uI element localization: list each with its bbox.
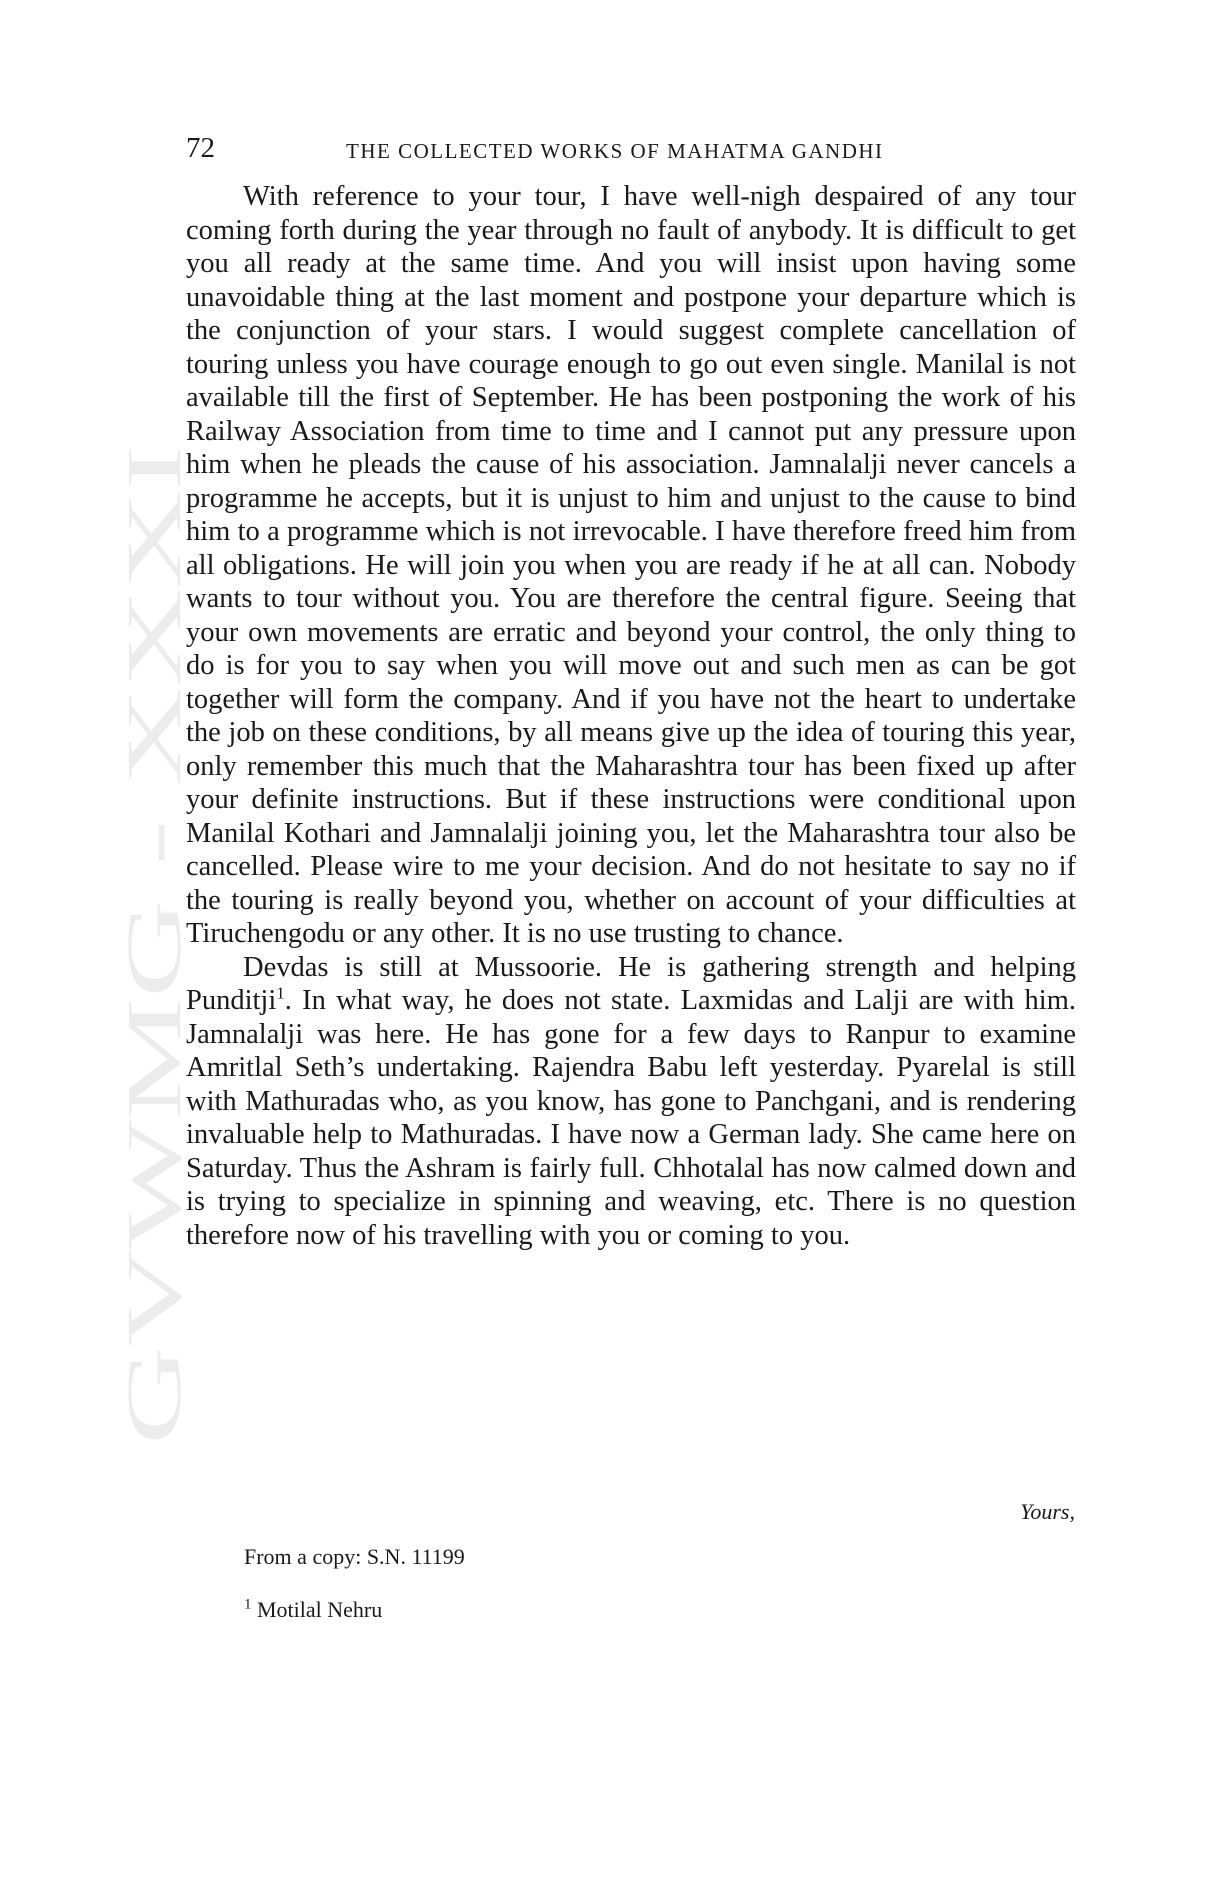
paragraph-news-rest: . In what way, he does not state. Laxmidas and Lalji are with him. Jamnalalji was here. He has gone for a few days to Ranpur to examine Amritlal Seth’s undertaking. Rajendra Babu left yesterday. Pyarelal is still with Mathuradas who, as you know, has gone to Panchgani, and is rendering invaluable help to Mathuradas. I have now a German lady. She came here on Saturday. Thus the Ashram is fairly full. Chhotalal has now calmed down and is trying to specialize in spinning and weaving, etc. There is no question therefore now of his travelling with you or coming to you. bbox=[186, 985, 1076, 1251]
watermark-text: GVWMG - XXXI bbox=[110, 873, 197, 1445]
closing-salutation: Yours, bbox=[1020, 1499, 1075, 1524]
source-note: From a copy: S.N. 11199 bbox=[244, 1544, 465, 1569]
footnote bbox=[244, 1595, 382, 1625]
page-number: 72 bbox=[186, 132, 215, 164]
paragraph-tour: With reference to your tour, I have well-nigh despaired of any tour coming forth during the year through no fault of anybody. It is difficult to get you all ready at the same time. And you will insist upon having some unavoidable thing at the last moment and postpone your departure which is the conjunction of your stars. I would suggest complete cancellation of touring unless you have courage enough to go out even single. Manilal is not available till the first of September. He has been postponing the work of his Railway Association from time to time and I cannot put any pressure upon him when he pleads the cause of his association. Jamnalalji never cancels a programme he accepts, but it is unjust to him and unjust to the cause to bind him to a programme which is not irrevocable. I have therefore freed him from all obligations. He will join you when you are ready if he at all can. Nobody wants to tour without you. You are therefore the central figure. Seeing that your own movements are erratic and beyond your control, the only thing to do is for you to say when you will move out and such men as can be got together will form the company. And if you have not the heart to undertake the job on these conditions, by all means give up the idea of touring this year, only remember this much that the Maharashtra tour has been fixed up after your definite instructions. But if these instructions were conditional upon Manilal Kothari and Jamnalalji joining you, let the Maharashtra tour also be cancelled. Please wire to me your decision. And do not hesitate to say no if the touring is really beyond you, whether on account of your difficulties at Tiruchengodu or any other. It is no use trusting to chance. bbox=[186, 181, 1076, 949]
paragraph-news bbox=[186, 951, 1076, 1253]
page-header bbox=[186, 130, 1076, 170]
footnote-text: Motilal Nehru bbox=[257, 1597, 383, 1622]
paragraph-news-start: Devdas is still at Mussoorie. He is gathering strength and helping Punditji bbox=[186, 951, 1076, 1016]
running-head: THE COLLECTED WORKS OF MAHATMA GANDHI bbox=[346, 139, 884, 163]
footnote-marker: 1 bbox=[244, 1596, 252, 1613]
footnote-reference: 1 bbox=[276, 983, 285, 1003]
letter-body bbox=[186, 180, 1076, 1252]
